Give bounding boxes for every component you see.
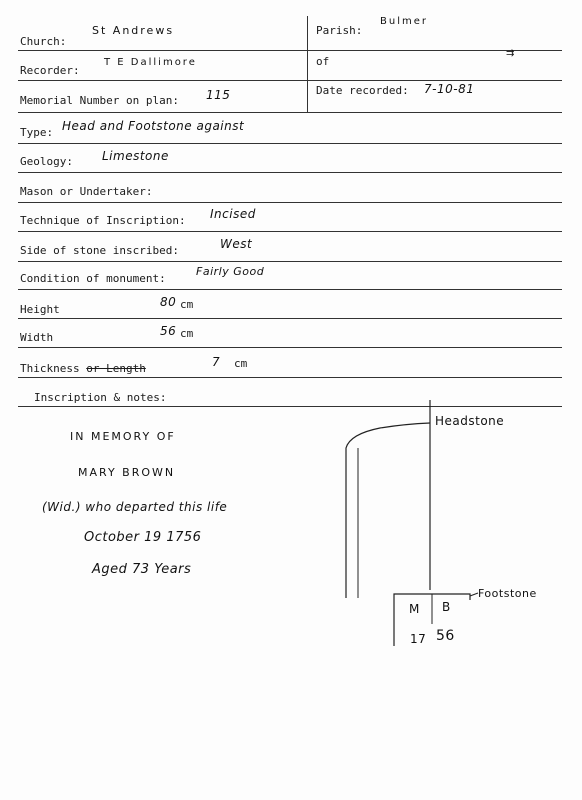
parish-value: Bulmer [380, 16, 428, 27]
height-unit: cm [180, 298, 194, 311]
headstone-outline [346, 423, 430, 598]
width-unit: cm [180, 327, 194, 340]
memorial-label: Memorial Number on plan: [20, 94, 179, 107]
type-value: Head and Footstone against [62, 119, 245, 133]
inscription-line-4: October 19 1756 [84, 530, 202, 545]
footstone-year-right: 56 [436, 628, 455, 644]
technique-label: Technique of Inscription: [20, 214, 186, 227]
thickness-label-struck: or Length [86, 362, 146, 375]
width-value: 56 [160, 324, 177, 338]
inscription-label: Inscription & notes: [34, 391, 167, 404]
church-label: Church: [20, 35, 67, 48]
memorial-value: 115 [206, 88, 231, 102]
mason-label: Mason or Undertaker: [20, 185, 153, 198]
inscription-line-1: IN MEMORY OF [70, 430, 176, 443]
of-mark: ⇉ [506, 48, 515, 59]
geology-value: Limestone [102, 149, 169, 163]
technique-value: Incised [210, 207, 256, 221]
condition-label: Condition of monument: [20, 272, 166, 285]
inscription-line-5: Aged 73 Years [92, 562, 192, 577]
footstone-initial-right: B [442, 600, 451, 614]
of-label: of [316, 55, 330, 68]
side-value: West [220, 237, 253, 251]
headstone-label: Headstone [435, 414, 505, 428]
footstone-initial-left: M [409, 602, 420, 616]
width-label: Width [20, 331, 54, 344]
footstone-year-left: 17 [410, 632, 427, 646]
thickness-unit: cm [234, 357, 248, 370]
height-value: 80 [160, 295, 177, 309]
inscription-line-2: MARY BROWN [78, 466, 176, 479]
height-label: Height [20, 303, 60, 316]
inscription-line-3: (Wid.) who departed this life [42, 500, 228, 514]
side-label: Side of stone inscribed: [20, 244, 179, 257]
condition-value: Fairly Good [196, 265, 265, 278]
date-label: Date recorded: [316, 84, 409, 97]
thickness-value: 7 [212, 355, 221, 369]
footstone-pointer [470, 593, 478, 596]
footstone-label: Footstone [478, 587, 537, 600]
church-value: St Andrews [92, 24, 175, 37]
geology-label: Geology: [20, 155, 73, 168]
recorder-label: Recorder: [20, 64, 80, 77]
type-label: Type: [20, 126, 54, 139]
thickness-label-text: Thickness [20, 362, 87, 375]
recorder-value: T E Dallimore [104, 57, 197, 68]
date-value: 7-10-81 [424, 82, 475, 96]
parish-label: Parish: [316, 24, 363, 37]
